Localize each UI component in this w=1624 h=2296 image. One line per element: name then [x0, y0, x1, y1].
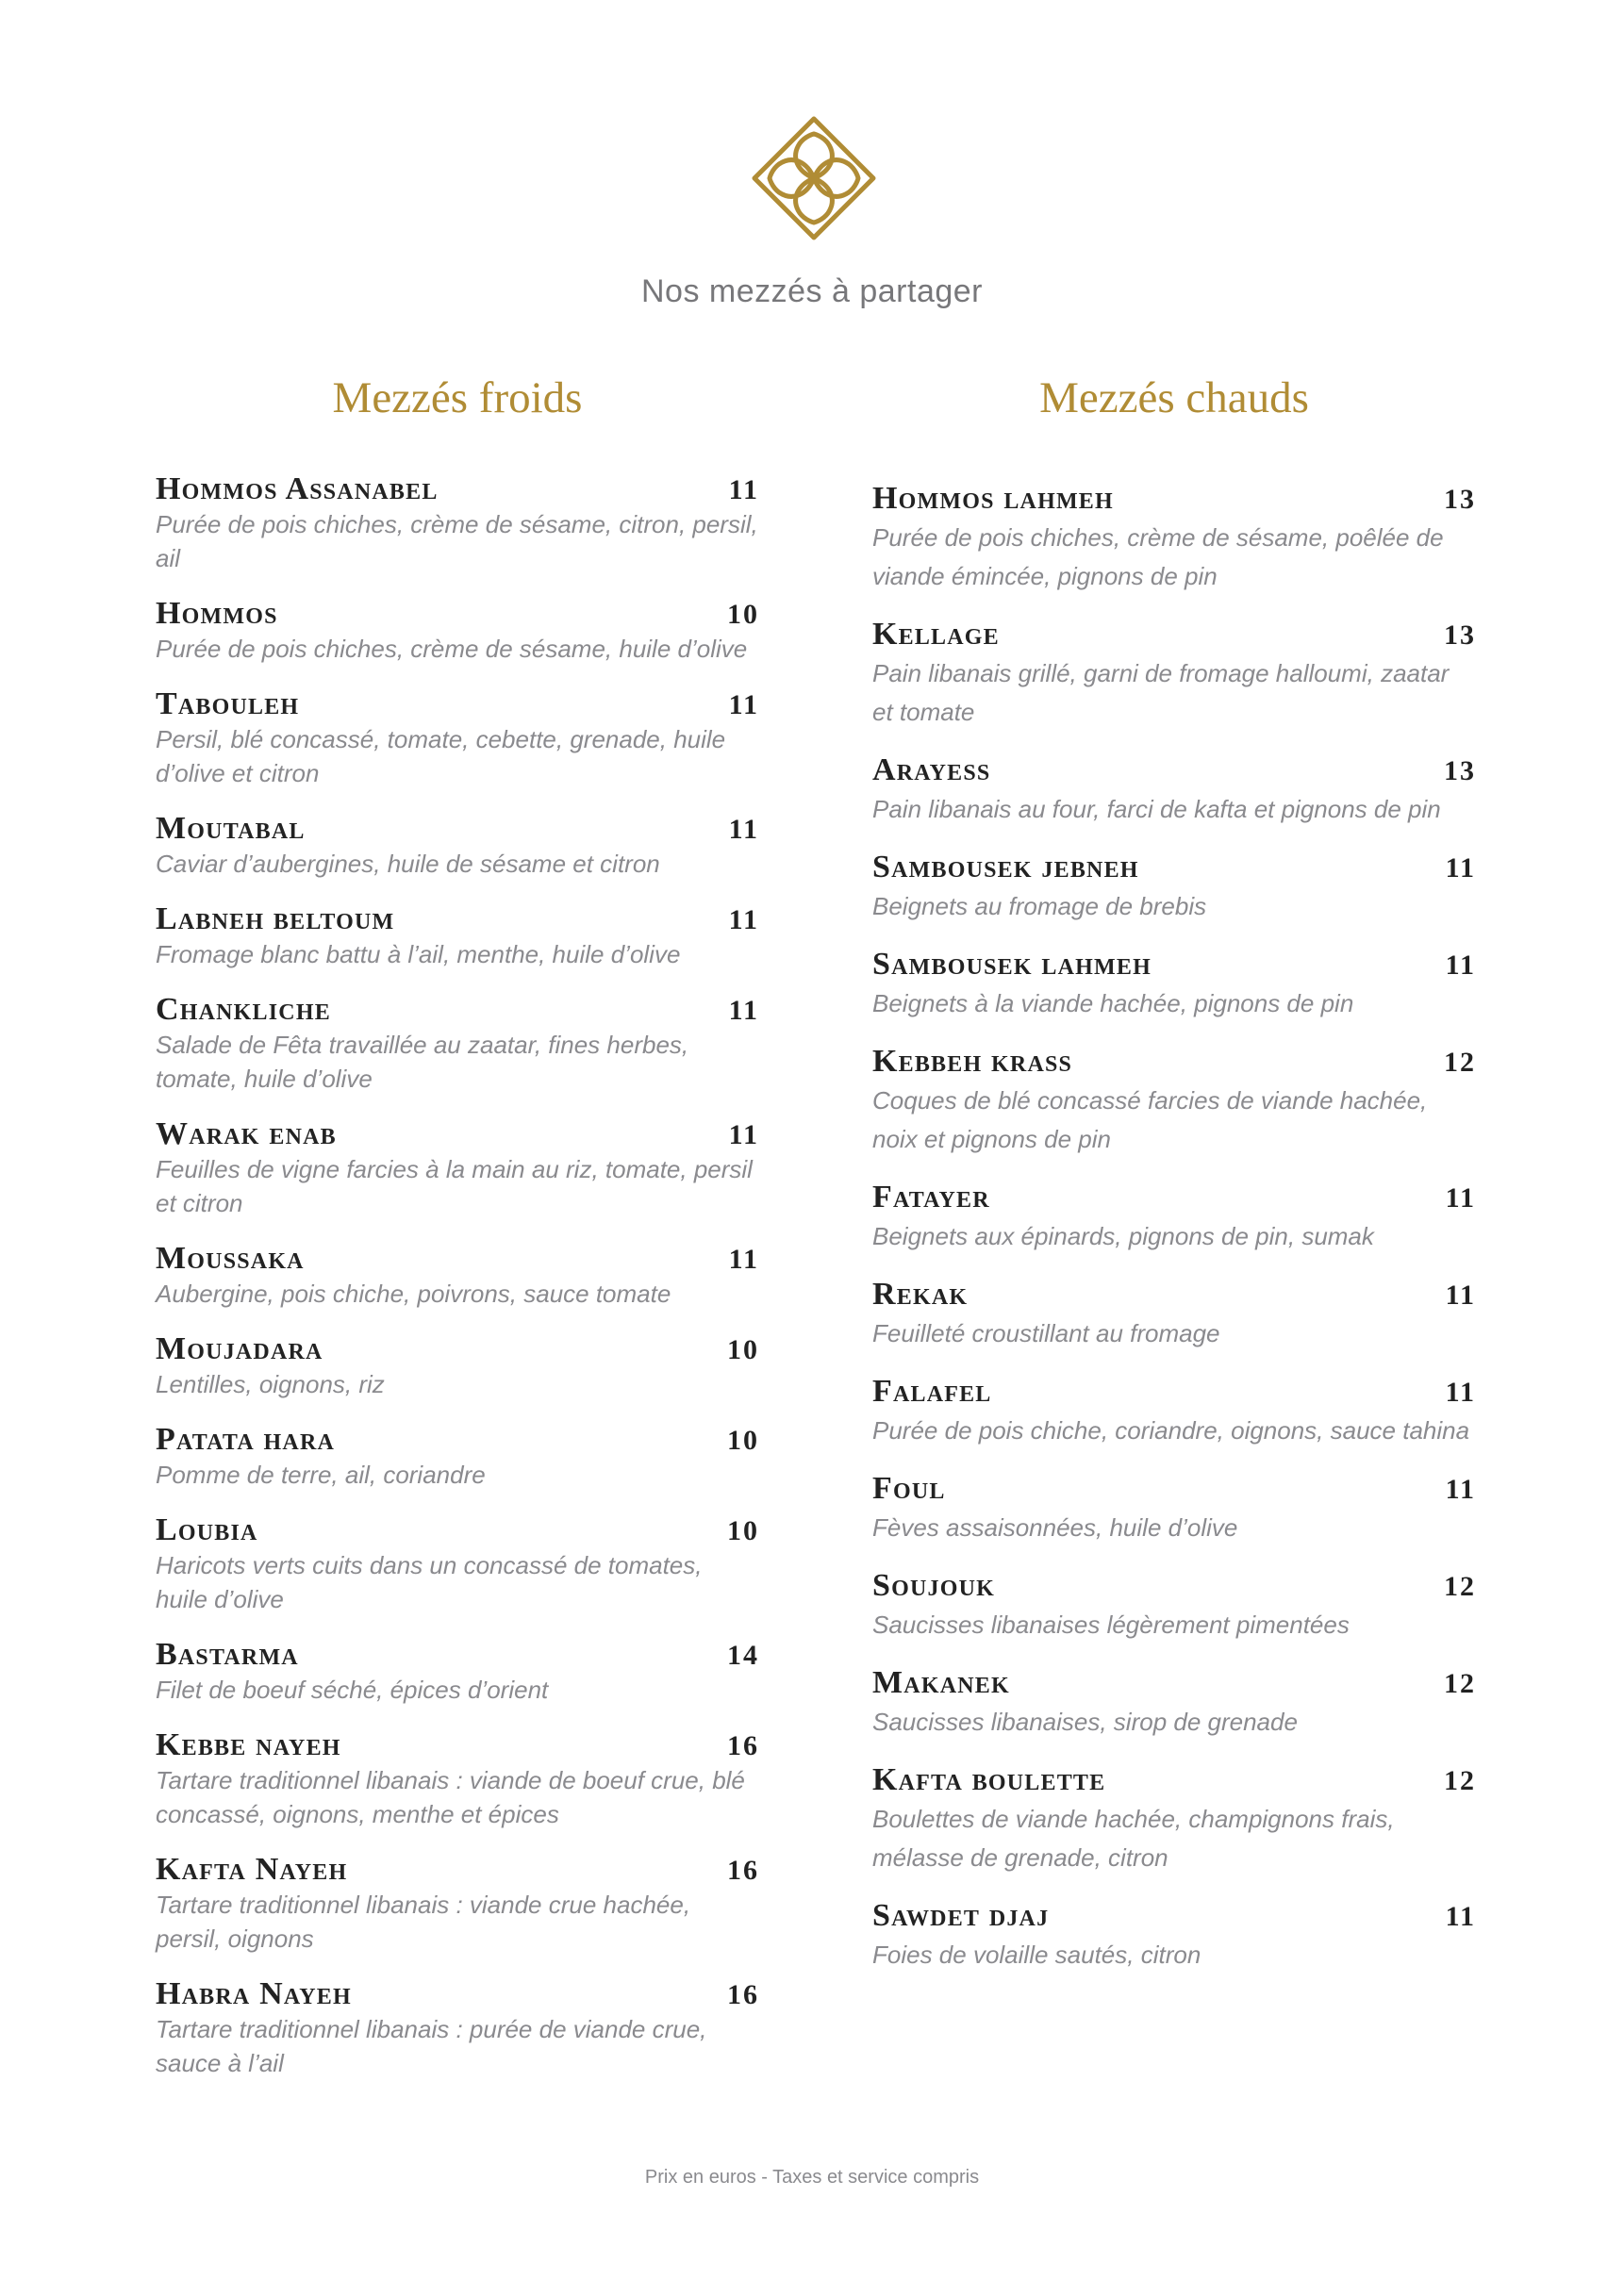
menu-item: [872, 1044, 1476, 1159]
menu-item-header: [872, 481, 1476, 517]
menu-item-price: 16: [727, 1979, 759, 2010]
menu-item-name: Hommos Assanabel: [156, 471, 439, 506]
menu-item: [872, 1471, 1476, 1547]
menu-item-header: [872, 1180, 1476, 1215]
menu-item-price: 12: [1444, 1668, 1476, 1699]
menu-item-price: 11: [728, 995, 759, 1026]
hot-mezzes-list: [872, 481, 1476, 1995]
menu-item-name: Falafel: [872, 1374, 992, 1409]
menu-item: [156, 1852, 759, 1956]
menu-item-header: [156, 811, 759, 847]
menu-item-description: Filet de boeuf séché, épices d’orient: [156, 1676, 549, 1704]
menu-item-name: Kafta Nayeh: [156, 1852, 348, 1887]
menu-item-description: Aubergine, pois chiche, poivrons, sauce tomate: [156, 1280, 671, 1308]
menu-item-header: [156, 596, 759, 632]
menu-item-price: 11: [728, 689, 759, 720]
menu-item-description: Tartare traditionnel libanais : viande crue hachée, persil, oignons: [156, 1891, 691, 1953]
menu-item: [156, 901, 759, 971]
menu-item-name: Fatayer: [872, 1180, 990, 1214]
menu-item: [872, 850, 1476, 926]
menu-item-price: 11: [1445, 852, 1476, 884]
menu-item-header: [872, 1568, 1476, 1604]
menu-item: [872, 1374, 1476, 1450]
menu-item-name: Labneh beltoum: [156, 901, 395, 936]
menu-item-description: Pain libanais grillé, garni de fromage halloumi, zaatar et tomate: [872, 659, 1450, 726]
menu-item-description: Tartare traditionnel libanais : purée de viande crue, sauce à l’ail: [156, 2015, 707, 2077]
menu-item: [872, 617, 1476, 732]
price-note: Prix en euros - Taxes et service compris: [644, 2167, 980, 2188]
menu-item-name: Moujadara: [156, 1331, 323, 1366]
menu-item-price: 13: [1444, 755, 1476, 786]
menu-item: [872, 752, 1476, 829]
menu-item-description: Boulettes de viande hachée, champignons frais, mélasse de grenade, citron: [872, 1805, 1395, 1872]
menu-item-header: [872, 1374, 1476, 1410]
menu-item-price: 13: [1444, 484, 1476, 515]
menu-item: [156, 1727, 759, 1831]
menu-item: [872, 1898, 1476, 1974]
menu-item-price: 11: [1445, 1280, 1476, 1311]
menu-item-description: Persil, blé concassé, tomate, cebette, grenade, huile d’olive et citron: [156, 725, 726, 787]
menu-item-name: Rekak: [872, 1277, 969, 1312]
menu-item: [156, 686, 759, 790]
menu-item: [156, 1637, 759, 1707]
menu-item-description: Beignets aux épinards, pignons de pin, sumak: [872, 1222, 1374, 1250]
page-subtitle: Nos mezzés à partager: [641, 273, 983, 309]
menu-item-price: 12: [1444, 1047, 1476, 1078]
menu-item-description: Fèves assaisonnées, huile d’olive: [872, 1513, 1238, 1542]
menu-item-header: [156, 1331, 759, 1367]
menu-item-description: Pain libanais au four, farci de kafta et pignons de pin: [872, 795, 1441, 823]
menu-item-name: Sawdet djaj: [872, 1898, 1050, 1933]
menu-item: [872, 1762, 1476, 1877]
menu-item: [156, 992, 759, 1096]
cold-mezzes-title: Mezzés froids: [332, 373, 583, 422]
menu-item: [872, 1665, 1476, 1742]
menu-item-name: Warak enab: [156, 1116, 337, 1151]
hot-mezzes-title: Mezzés chauds: [1039, 373, 1309, 422]
menu-item-name: Sambousek lahmeh: [872, 947, 1152, 982]
menu-item-name: Patata hara: [156, 1422, 336, 1457]
menu-item-price: 12: [1444, 1571, 1476, 1602]
menu-item-header: [156, 901, 759, 937]
menu-item-name: Foul: [872, 1471, 946, 1506]
menu-item-header: [872, 850, 1476, 885]
menu-item-description: Beignets au fromage de brebis: [872, 892, 1207, 920]
menu-item-header: [156, 1116, 759, 1152]
menu-item-price: 11: [1445, 1377, 1476, 1408]
menu-item: [872, 947, 1476, 1023]
menu-item-description: Purée de pois chiche, coriandre, oignons, sauce tahina: [872, 1416, 1470, 1445]
menu-item-name: Bastarma: [156, 1637, 299, 1672]
menu-item-price: 11: [728, 814, 759, 845]
menu-item-header: [156, 471, 759, 507]
menu-item-name: Kafta boulette: [872, 1762, 1106, 1797]
menu-item-price: 11: [728, 474, 759, 505]
diamond-flower-icon: [751, 115, 877, 241]
menu-item-header: [156, 992, 759, 1028]
menu-item-description: Beignets à la viande hachée, pignons de pin: [872, 989, 1354, 1017]
menu-item-price: 14: [727, 1640, 759, 1671]
menu-item-name: Moutabal: [156, 811, 306, 846]
menu-item: [156, 1241, 759, 1311]
menu-item-description: Lentilles, oignons, riz: [156, 1370, 385, 1398]
menu-item-header: [872, 752, 1476, 788]
menu-item-name: Makanek: [872, 1665, 1010, 1700]
menu-item: [156, 596, 759, 666]
menu-item-header: [156, 1976, 759, 2012]
menu-item: [156, 1512, 759, 1616]
menu-item-price: 12: [1444, 1765, 1476, 1796]
menu-item-price: 11: [728, 904, 759, 935]
menu-item-name: Soujouk: [872, 1568, 995, 1603]
menu-item: [156, 811, 759, 881]
menu-item-header: [872, 1044, 1476, 1080]
menu-item-header: [872, 1665, 1476, 1701]
menu-item-header: [156, 1512, 759, 1548]
menu-item: [156, 1976, 759, 2080]
menu-item-name: Tabouleh: [156, 686, 300, 721]
menu-item-name: Chankliche: [156, 992, 331, 1027]
menu-item: [156, 1116, 759, 1220]
menu-item: [156, 471, 759, 575]
menu-item-price: 11: [728, 1244, 759, 1275]
menu-item-description: Foies de volaille sautés, citron: [872, 1941, 1201, 1969]
menu-item-header: [872, 1898, 1476, 1934]
menu-item-price: 11: [728, 1119, 759, 1150]
menu-item: [872, 481, 1476, 596]
menu-item-price: 13: [1444, 619, 1476, 651]
menu-item-description: Haricots verts cuits dans un concassé de tomates, huile d’olive: [156, 1551, 703, 1613]
menu-item-name: Sambousek jebneh: [872, 850, 1139, 884]
menu-item-price: 11: [1445, 1182, 1476, 1214]
menu-item-price: 10: [727, 599, 759, 630]
menu-item-header: [872, 617, 1476, 652]
menu-item-name: Arayess: [872, 752, 991, 787]
menu-item-price: 10: [727, 1334, 759, 1365]
menu-item-description: Purée de pois chiches, crème de sésame, huile d’olive: [156, 635, 748, 663]
menu-item-header: [156, 1422, 759, 1458]
menu-item: [872, 1277, 1476, 1353]
menu-item: [156, 1422, 759, 1492]
menu-item-description: Caviar d’aubergines, huile de sésame et citron: [156, 850, 660, 878]
menu-item-name: Loubia: [156, 1512, 258, 1547]
menu-item-header: [156, 686, 759, 722]
menu-item-header: [872, 1277, 1476, 1313]
menu-item-name: Hommos: [156, 596, 278, 631]
menu-item-description: Tartare traditionnel libanais : viande de boeuf crue, blé concassé, oignons, menthe et épices: [156, 1766, 745, 1828]
menu-item-name: Kebbeh krass: [872, 1044, 1073, 1079]
menu-item-price: 10: [727, 1425, 759, 1456]
menu-item-header: [872, 947, 1476, 983]
menu-item-description: Purée de pois chiches, crème de sésame, citron, persil, ail: [156, 510, 758, 572]
menu-item-description: Salade de Fêta travaillée au zaatar, fines herbes, tomate, huile d’olive: [156, 1031, 689, 1093]
menu-item-price: 11: [1445, 1901, 1476, 1932]
menu-item-description: Fromage blanc battu à l’ail, menthe, huile d’olive: [156, 940, 681, 968]
menu-item-header: [156, 1727, 759, 1763]
menu-item-price: 11: [1445, 1474, 1476, 1505]
cold-mezzes-list: [156, 471, 759, 2101]
menu-item-description: Pomme de terre, ail, coriandre: [156, 1461, 486, 1489]
menu-item-name: Kebbe nayeh: [156, 1727, 341, 1762]
menu-item: [872, 1568, 1476, 1644]
menu-item-description: Saucisses libanaises, sirop de grenade: [872, 1708, 1298, 1736]
menu-item-name: Hommos lahmeh: [872, 481, 1114, 516]
menu-item-description: Feuilles de vigne farcies à la main au riz, tomate, persil et citron: [156, 1155, 753, 1217]
menu-item-header: [872, 1762, 1476, 1798]
menu-item: [872, 1180, 1476, 1256]
menu-item-header: [156, 1637, 759, 1673]
menu-item-price: 16: [727, 1855, 759, 1886]
menu-item-price: 11: [1445, 950, 1476, 981]
menu-item-name: Habra Nayeh: [156, 1976, 352, 2011]
menu-item-header: [156, 1852, 759, 1888]
menu-item-description: Feuilleté croustillant au fromage: [872, 1319, 1220, 1347]
menu-item: [156, 1331, 759, 1401]
menu-item-price: 16: [727, 1730, 759, 1761]
menu-item-header: [872, 1471, 1476, 1507]
menu-item-name: Kellage: [872, 617, 1000, 652]
menu-item-price: 10: [727, 1515, 759, 1546]
menu-item-name: Moussaka: [156, 1241, 305, 1276]
menu-item-description: Purée de pois chiches, crème de sésame, poêlée de viande émincée, pignons de pin: [872, 523, 1444, 590]
menu-item-description: Coques de blé concassé farcies de viande hachée, noix et pignons de pin: [872, 1086, 1428, 1153]
menu-item-description: Saucisses libanaises légèrement pimentées: [872, 1611, 1350, 1639]
menu-item-header: [156, 1241, 759, 1277]
